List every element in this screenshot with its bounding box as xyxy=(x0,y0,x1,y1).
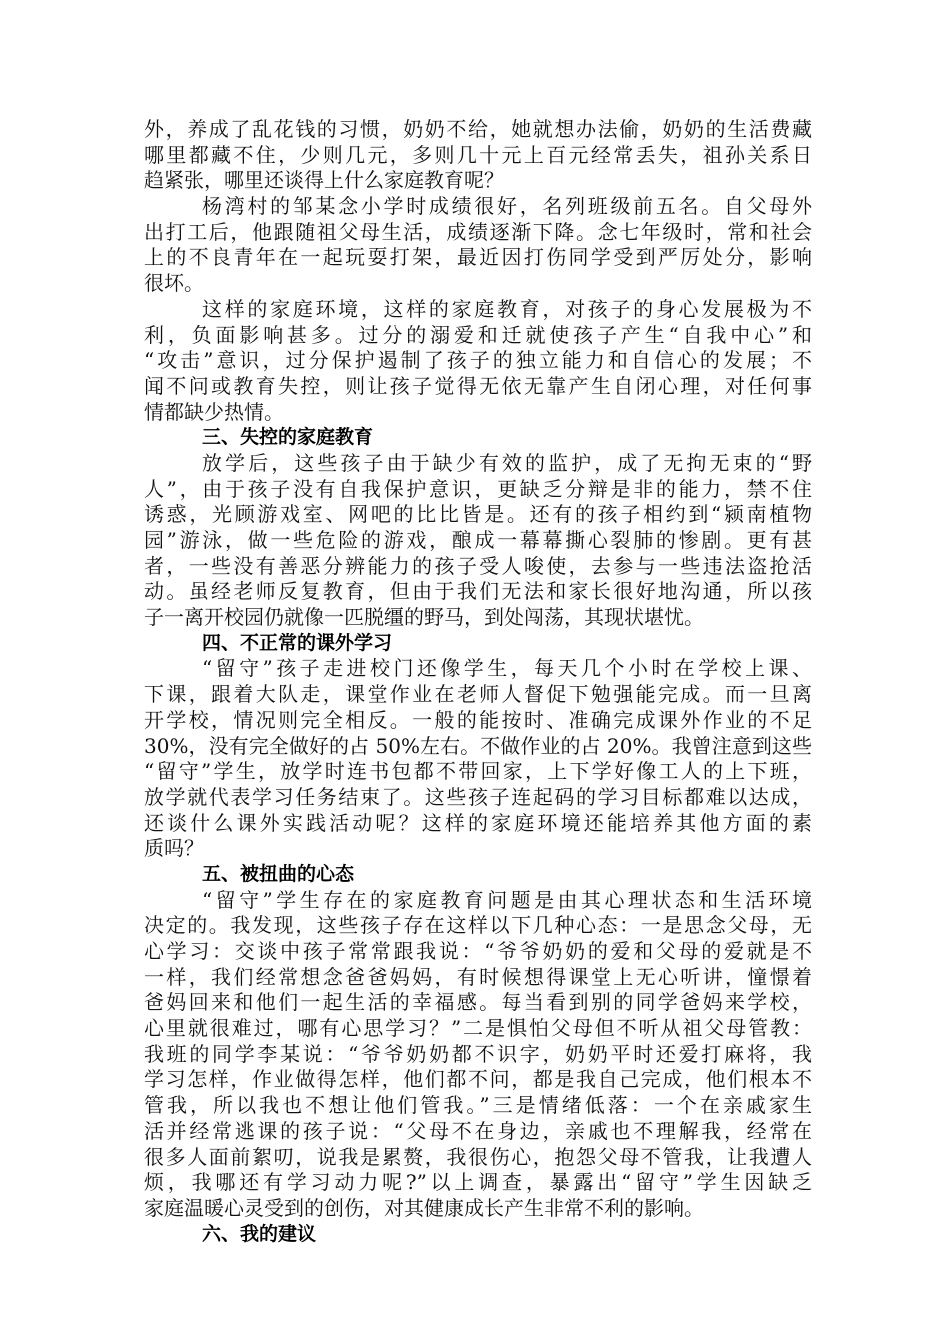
paragraph-line: 放学后，这些孩子由于缺少有效的监护，成了无拘无束的“野 xyxy=(202,450,812,475)
paragraph-line: 学习怎样，作业做得怎样，他们都不问，都是我自己完成，他们根本不 xyxy=(144,1067,812,1092)
paragraph-line: 质吗？ xyxy=(144,836,204,861)
paragraph-line: 很坏。 xyxy=(144,271,204,296)
paragraph-line: 出打工后，他跟随祖父母生活，成绩逐渐下降。念七年级时，常和社会 xyxy=(144,219,812,244)
paragraph-line: “留守”学生存在的家庭教育问题是由其心理状态和生活环境 xyxy=(202,887,812,912)
document-page xyxy=(144,117,812,1247)
paragraph-line: 一样，我们经常想念爸爸妈妈，有时候想得课堂上无心听讲，憧憬着 xyxy=(144,964,812,989)
paragraph-line: 外，养成了乱花钱的习惯，奶奶不给，她就想办法偷，奶奶的生活费藏 xyxy=(144,117,812,141)
paragraph-line: 家庭温暖心灵受到的创伤，对其健康成长产生非常不利的影响。 xyxy=(144,1195,704,1220)
paragraph-line: 哪里都藏不住，少则几元，多则几十元上百元经常丢失，祖孙关系日 xyxy=(144,142,812,167)
paragraph-line: 放学就代表学习任务结束了。这些孩子连起码的学习目标都难以达成， xyxy=(144,784,812,809)
paragraph-line: 闻不问或教育失控，则让孩子觉得无依无靠产生自闭心理，对任何事 xyxy=(144,373,812,398)
section-heading: 三、失控的家庭教育 xyxy=(202,426,374,449)
paragraph-line: 者，一些没有善恶分辨能力的孩子受人唆使，去参与一些违法盗抢活 xyxy=(144,553,812,578)
section-heading: 六、我的建议 xyxy=(202,1222,317,1245)
paragraph-line: 下课，跟着大队走，课堂作业在老师人督促下勉强能完成。而一旦离 xyxy=(144,682,812,707)
paragraph-line: 爸妈回来和他们一起生活的幸福感。每当看到别的同学爸妈来学校， xyxy=(144,990,812,1015)
paragraph-line: 很多人面前絮叨，说我是累赘，我很伤心，抱怨父母不管我，让我遭人 xyxy=(144,1144,812,1169)
paragraph-line: 人”，由于孩子没有自我保护意识，更缺乏分辩是非的能力，禁不住 xyxy=(144,476,812,501)
paragraph-line: 诱惑，光顾游戏室、网吧的比比皆是。还有的孩子相约到“颍南植物 xyxy=(144,502,812,527)
paragraph-line: 杨湾村的邹某念小学时成绩很好，名列班级前五名。自父母外 xyxy=(202,194,812,219)
paragraph-line: 心学习：交谈中孩子常常跟我说：“爷爷奶奶的爱和父母的爱就是不 xyxy=(144,939,812,963)
paragraph-line: 趋紧张，哪里还谈得上什么家庭教育呢？ xyxy=(144,168,504,193)
paragraph-line: 利，负面影响甚多。过分的溺爱和迁就使孩子产生“自我中心”和 xyxy=(144,322,812,347)
paragraph-line: 子一离开校园仍就像一匹脱缰的野马，到处闯荡，其现状堪忧。 xyxy=(144,605,704,630)
paragraph-line: 心里就很难过，哪有心思学习？”二是惧怕父母但不听从祖父母管教： xyxy=(144,1016,812,1041)
paragraph-line: 还谈什么课外实践活动呢？这样的家庭环境还能培养其他方面的素 xyxy=(144,810,812,835)
paragraph-line: 决定的。我发现，这些孩子存在这样以下几种心态：一是思念父母，无 xyxy=(144,913,812,938)
paragraph-line: 动。虽经老师反复教育，但由于我们无法和家长很好地沟通，所以孩 xyxy=(144,579,812,604)
paragraph-line: 开学校，情况则完全相反。一般的能按时、准确完成课外作业的不足 xyxy=(144,707,812,732)
paragraph-line: 情都缺少热情。 xyxy=(144,399,284,424)
paragraph-line: 30%，没有完全做好的占 50%左右。不做作业的占 20%。我曾注意到这些 xyxy=(144,733,812,758)
paragraph-line: “攻击”意识，过分保护遏制了孩子的独立能力和自信心的发展；不 xyxy=(144,348,812,373)
paragraph-line: 管我，所以我也不想让他们管我。”三是情绪低落：一个在亲戚家生 xyxy=(144,1093,812,1118)
paragraph-line: “留守”孩子走进校门还像学生，每天几个小时在学校上课、 xyxy=(202,656,812,681)
paragraph-line: 园”游泳，做一些危险的游戏，酿成一幕幕撕心裂肺的惨剧。更有甚 xyxy=(144,528,812,552)
paragraph-line: 活并经常逃课的孩子说：“父母不在身边，亲戚也不理解我，经常在 xyxy=(144,1118,812,1143)
section-heading: 五、被扭曲的心态 xyxy=(202,862,355,885)
paragraph-line: “留守”学生，放学时连书包都不带回家，上下学好像工人的上下班， xyxy=(144,759,812,784)
paragraph-line: 烦，我哪还有学习动力呢?”以上调查，暴露出“留守”学生因缺乏 xyxy=(144,1170,812,1195)
section-heading: 四、不正常的课外学习 xyxy=(202,631,393,654)
paragraph-line: 这样的家庭环境，这样的家庭教育，对孩子的身心发展极为不 xyxy=(202,296,812,321)
paragraph-line: 上的不良青年在一起玩耍打架，最近因打伤同学受到严厉处分，影响 xyxy=(144,245,812,270)
paragraph-line: 我班的同学李某说：“爷爷奶奶都不识字，奶奶平时还爱打麻将，我 xyxy=(144,1041,812,1066)
